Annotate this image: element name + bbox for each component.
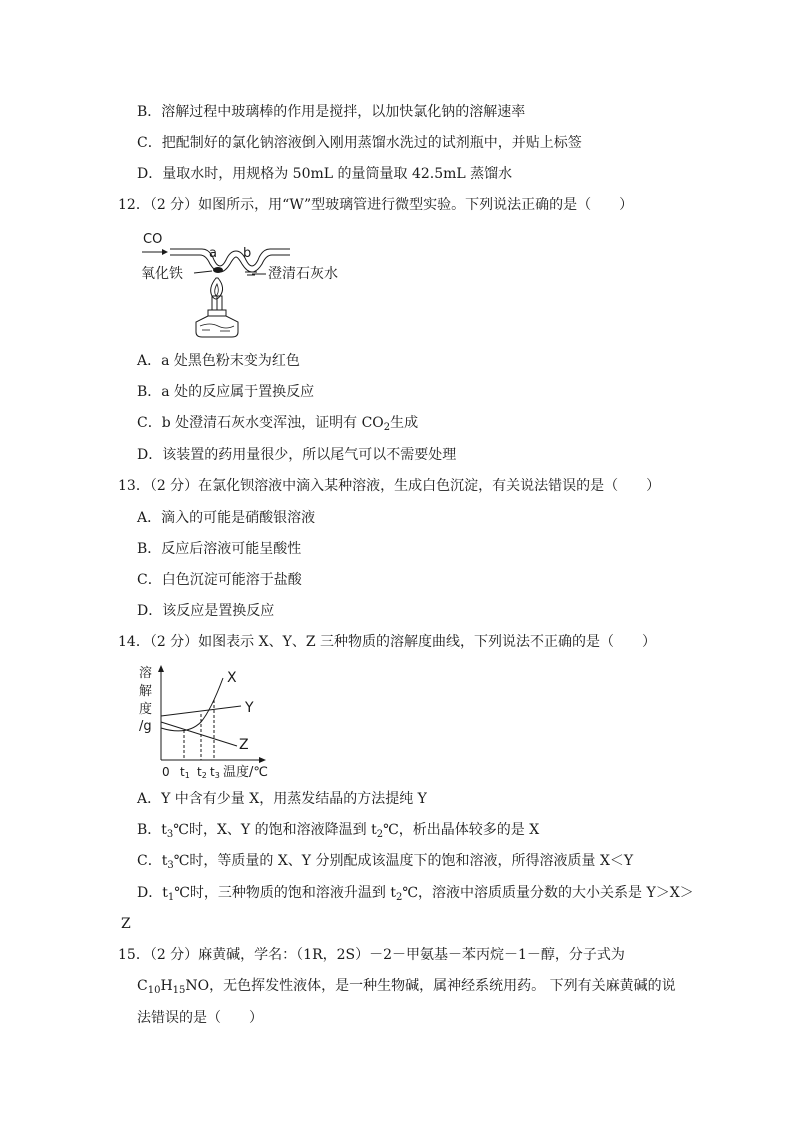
graph-y-label-4: /g bbox=[139, 719, 152, 734]
q14-option-d-wrap: Z bbox=[121, 916, 131, 932]
alcohol-lamp-icon bbox=[196, 296, 238, 337]
q14-option-c: C．$t_3℃$时，等质量的 X、Y 分别配成该温度下的饱和溶液，所得溶液质量 X＜Y bbox=[137, 853, 634, 871]
q13-option-b: B．反应后溶液可能呈酸性 bbox=[137, 541, 302, 557]
q14-option-d: D．$t_1℃$时，三种物质的饱和溶液升温到 $t_2℃$，溶液中溶质质量分数的大小关系是 Y＞X＞ bbox=[137, 885, 694, 903]
q15-stem-line2: $C_{10}H_{15}NO$，无色挥发性液体，是一种生物碱，属神经系统用药。 下列有关麻黄碱的说 bbox=[137, 978, 676, 996]
q13-stem: 13．（2 分）在氯化钡溶液中滴入某种溶液，生成白色沉淀，有关说法错误的是（ ） bbox=[118, 478, 661, 494]
series-x-label: X bbox=[227, 670, 237, 686]
tick-t1: t1 bbox=[180, 765, 190, 780]
q12-stem: 12．（2 分）如图所示，用“W”型玻璃管进行微型实验。下列说法正确的是（ ） bbox=[118, 197, 634, 213]
co-label: CO bbox=[143, 232, 163, 247]
q12-option-a: A．a 处黑色粉末变为红色 bbox=[137, 353, 300, 369]
w-tube-apparatus-figure bbox=[140, 226, 380, 346]
tick-t3: t3 bbox=[210, 765, 220, 780]
graph-y-label-2: 解 bbox=[139, 684, 153, 699]
origin-label: 0 bbox=[162, 765, 170, 779]
q11-option-b: B．溶解过程中玻璃棒的作用是搅拌，以加快氯化钠的溶解速率 bbox=[137, 104, 526, 120]
lime-water-label: 澄清石灰水 bbox=[268, 266, 338, 282]
series-y-label: Y bbox=[245, 700, 254, 716]
q11-option-d: D．量取水时，用规格为 50mL 的量筒量取 42.5mL 蒸馏水 bbox=[137, 166, 513, 182]
x-axis-label: 温度/℃ bbox=[223, 765, 268, 780]
q14-stem: 14．（2 分）如图表示 X、Y、Z 三种物质的溶解度曲线，下列说法不正确的是（ ） bbox=[118, 634, 657, 650]
q12-option-b: B．a 处的反应属于置换反应 bbox=[137, 384, 315, 400]
q12-option-d: D．该装置的药用量很少，所以尾气可以不需要处理 bbox=[137, 447, 457, 463]
q11-option-c: C．把配制好的氯化钠溶液倒入刚用蒸馏水洗过的试剂瓶中，并贴上标签 bbox=[137, 135, 582, 151]
label-a: a bbox=[209, 246, 217, 261]
q15-stem-line1: 15．（2 分）麻黄碱，学名：（1R，2S）－2－甲氨基－苯丙烷－1－醇，分子式为 bbox=[118, 947, 625, 963]
q13-option-c: C．白色沉淀可能溶于盐酸 bbox=[137, 572, 302, 588]
q14-option-b: B．$t_3℃$时，X、Y 的饱和溶液降温到 $t_2℃$，析出晶体较多的是 X bbox=[137, 822, 540, 840]
q13-option-a: A．滴入的可能是硝酸银溶液 bbox=[137, 510, 316, 526]
graph-y-label-1: 溶 bbox=[139, 666, 153, 681]
graph-y-label-3: 度 bbox=[139, 702, 153, 717]
q13-option-d: D．该反应是置换反应 bbox=[137, 603, 275, 619]
q12-option-c: C．b 处澄清石灰水变浑浊，证明有 $CO_2$生成 bbox=[137, 415, 419, 433]
tick-t2: t2 bbox=[197, 765, 207, 780]
q15-stem-line3: 法错误的是（ ） bbox=[137, 1010, 263, 1026]
solubility-curve-graph bbox=[137, 660, 277, 780]
q14-option-a: A．Y 中含有少量 X，用蒸发结晶的方法提纯 Y bbox=[137, 791, 427, 807]
curve-z bbox=[161, 722, 237, 746]
label-b: b bbox=[243, 246, 252, 261]
series-z-label: Z bbox=[239, 737, 249, 753]
iron-oxide-label: 氧化铁 bbox=[141, 266, 183, 282]
